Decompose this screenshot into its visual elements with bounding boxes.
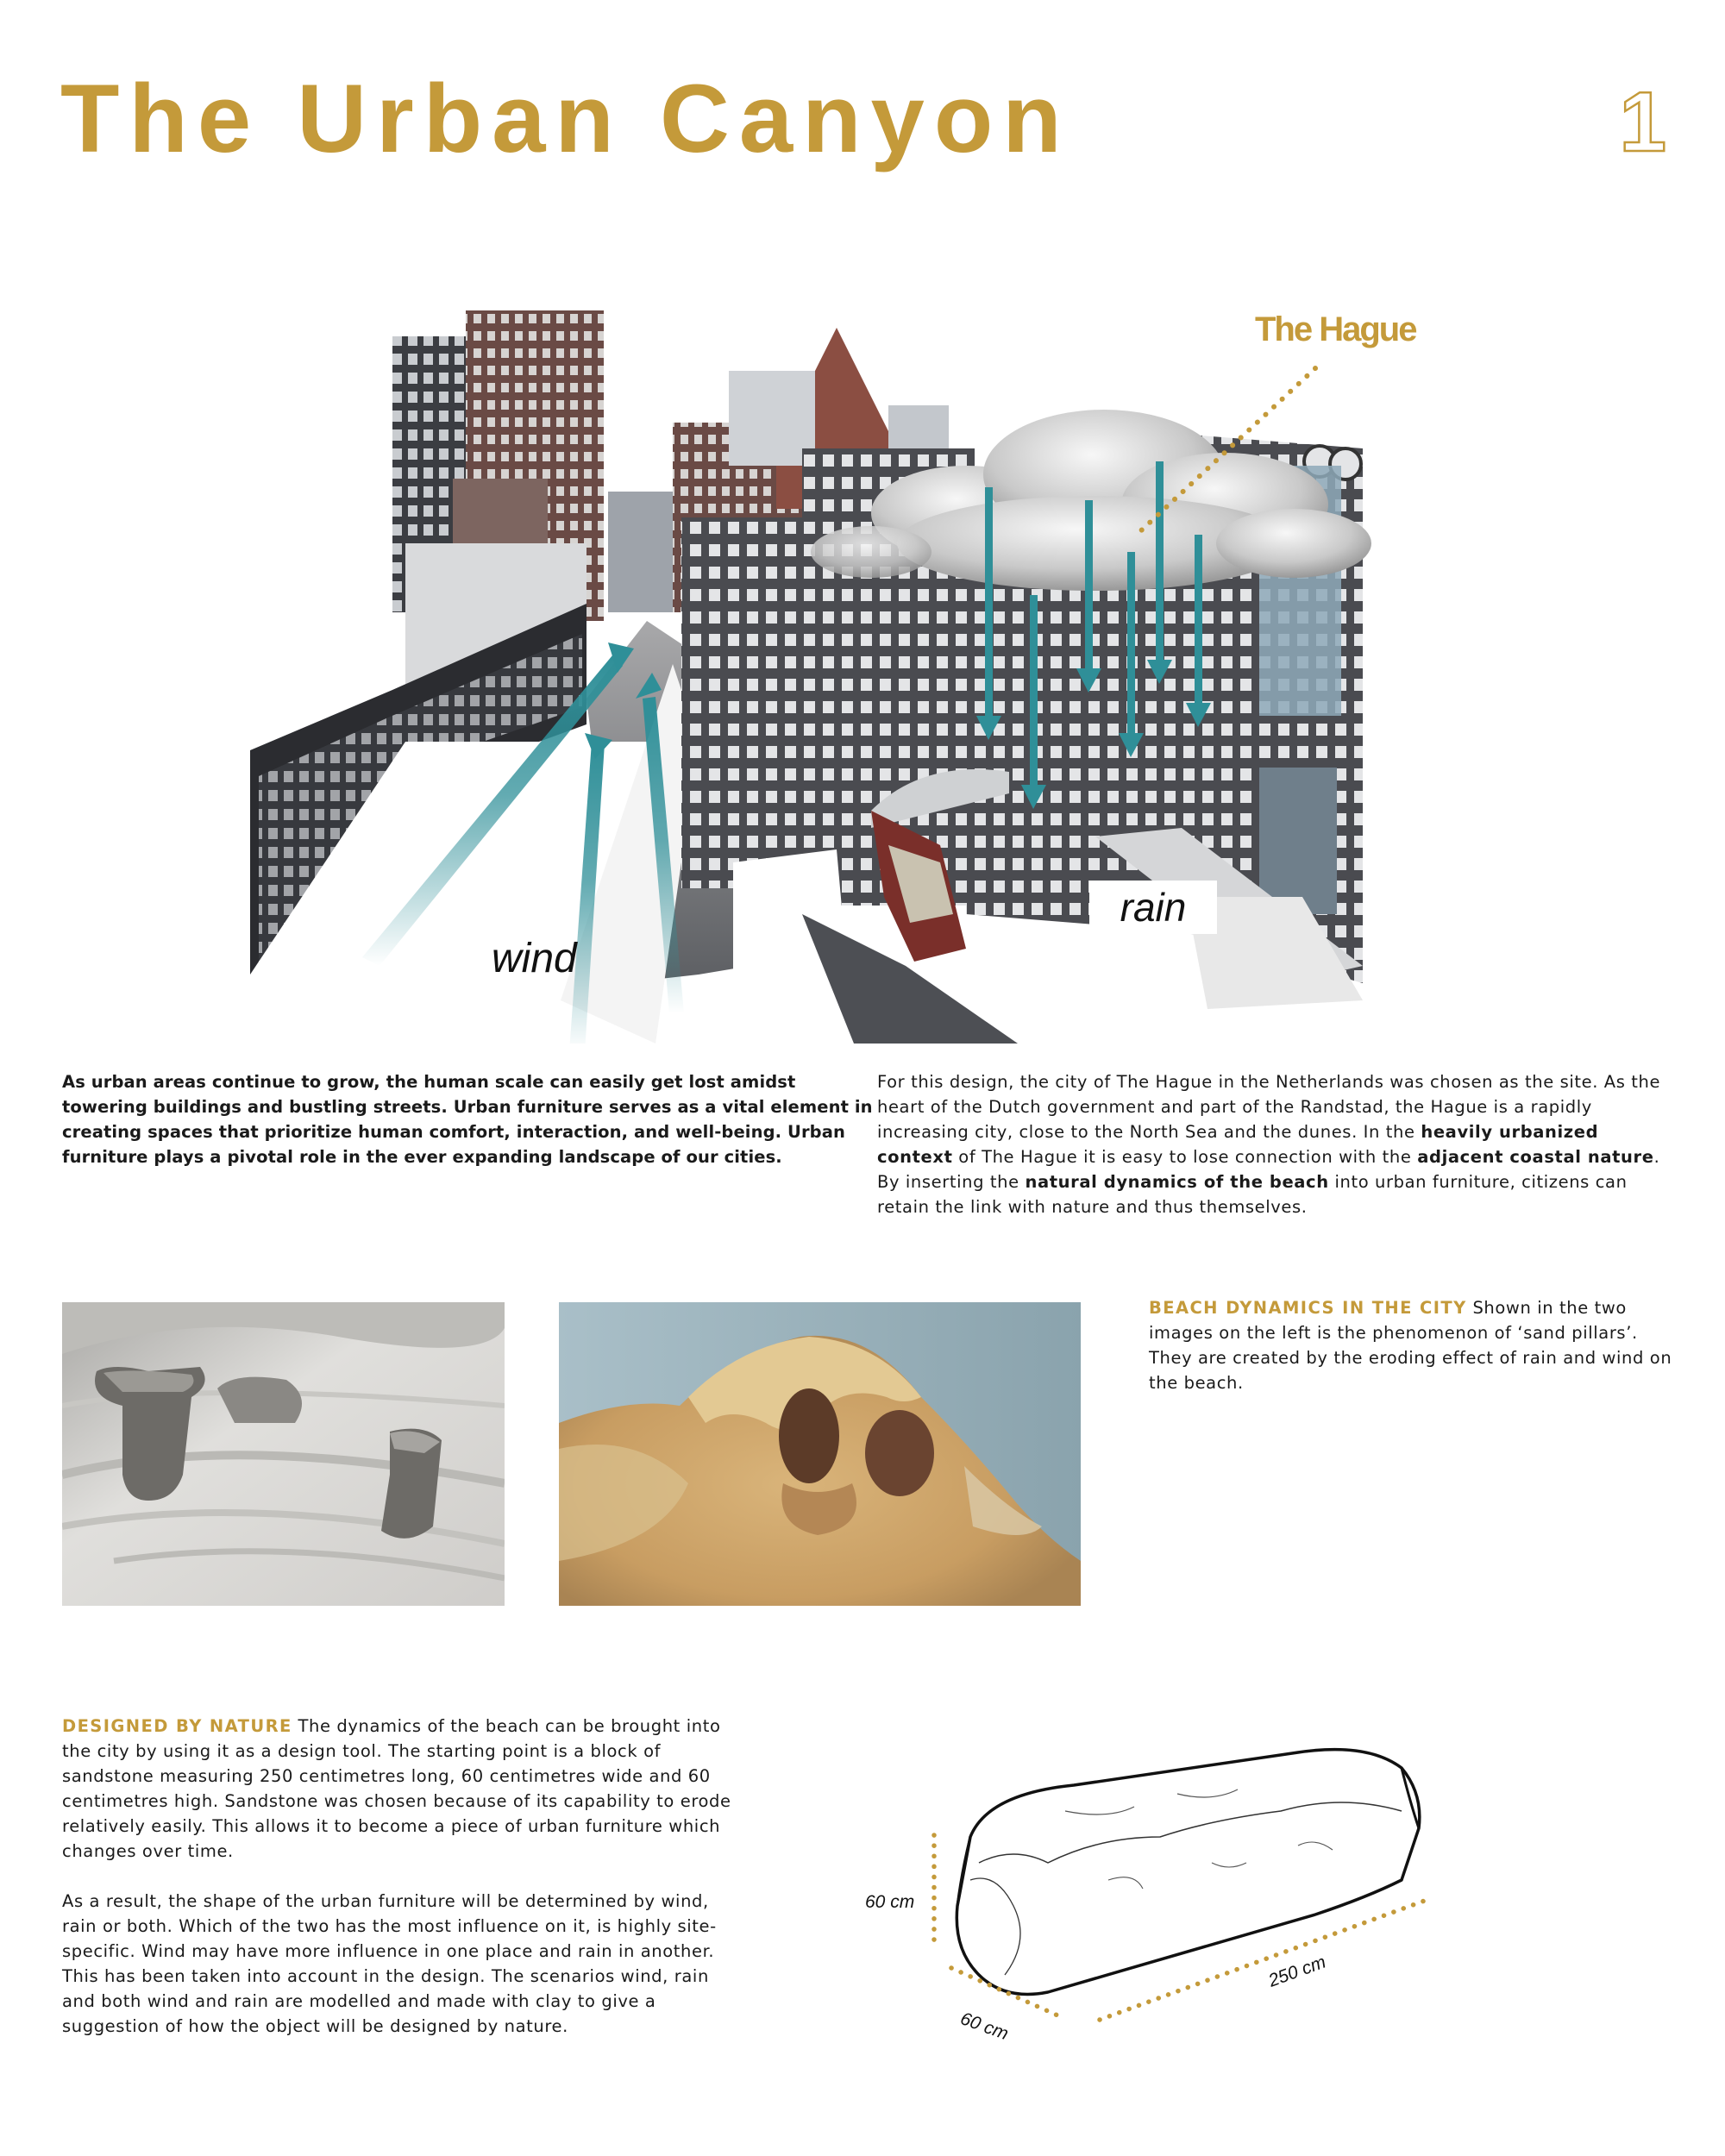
intro-paragraph: As urban areas continue to grow, the human scale can easily get lost amidst towering buildings and bustling streets. Urban furniture serves as a vital element in creating spaces that prioritize human comfort, interaction, and well-being. Urban furniture plays a pivotal role in the ever expanding landscape of our cities.	[62, 1072, 873, 1167]
beach-dynamics-heading: BEACH DYNAMICS IN THE CITY	[1149, 1298, 1467, 1318]
height-dimension-label: 60 cm	[865, 1892, 915, 1912]
designed-by-nature-heading: DESIGNED BY NATURE	[62, 1716, 292, 1736]
sandstone-block-sketch	[850, 1733, 1453, 2044]
wind-label: wind	[492, 936, 577, 981]
length-dimension-label: 250 cm	[1265, 1952, 1329, 1991]
scenarios-paragraph: As a result, the shape of the urban furniture will be determined by wind, rain or both. Which of the two has the most influence on it, is highly site-specific. Wind may have more influence in one place and rain in another. This has been taken into account in the design. The scenarios wind, rain and both wind and rain are modelled and made with clay to give a suggestion of how the object will be designed by nature.	[62, 1891, 717, 2036]
city-collage	[250, 293, 1527, 1044]
site-paragraph: For this design, the city of The Hague in the Netherlands was chosen as the site. As the heart of the Dutch government and part of the Randstad, the Hague is a rapidly increasing city, close to the North Sea and the dunes. In the heavily urbanized context of The Hague it is easy to lose connection with the adjacent coastal nature. By inserting the natural dynamics of the beach into urban furniture, citizens can retain the link with nature and thus themselves.	[877, 1072, 1661, 1217]
page-title: The Urban Canyon	[60, 65, 1071, 172]
width-dimension-label: 60 cm	[957, 2009, 1012, 2045]
sand-pillars-photo-bw	[62, 1302, 505, 1606]
beach-dynamics-paragraph: BEACH DYNAMICS IN THE CITY Shown in the two images on the left is the phenomenon of ‘sand pillars’. They are created by the eroding effect of rain and wind on the beach.	[1149, 1298, 1672, 1393]
designed-by-nature-paragraph: DESIGNED BY NATURE The dynamics of the beach can be brought into the city by using it as a design tool. The starting point is a block of sandstone measuring 250 centimetres long, 60 centimetres wide and 60 centimetres high. Sandstone was chosen because of its capability to erode relatively easily. This allows it to become a piece of urban furniture which changes over time.	[62, 1716, 731, 1861]
city-label: The Hague	[1255, 310, 1416, 348]
sand-pillars-photo-color	[559, 1302, 1081, 1606]
rain-label: rain	[1089, 881, 1217, 934]
page-number: 1	[1619, 74, 1666, 169]
